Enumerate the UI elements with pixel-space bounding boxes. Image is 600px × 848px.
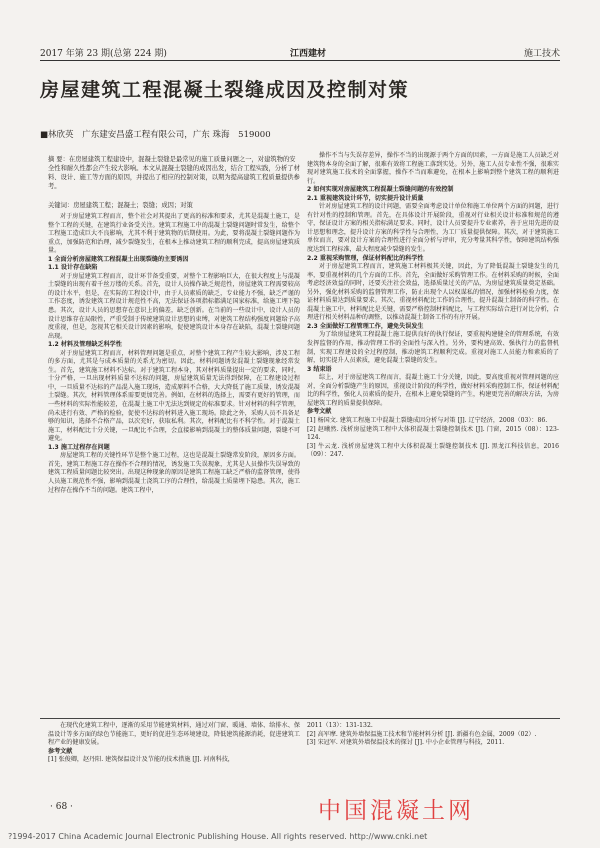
reference-item: [3] 宋冠军. 对建筑外墙保温技术的探讨 [J]. 中小企业管理与科技，2011. <box>307 739 505 747</box>
paragraph: 针对房屋建筑工程的设计问题，需要全面考虑设计单位和施工单位两个方面的问题，进行有针对性的控制和管理。首先，在具体设计开展阶段，重视对行业相关设计标准和规范的遵守，保证设计方案的相关指标满足要求。同时，设计人员要提升专业素养，善于应用先进的设计思想和理念，提升设计方案的科学性与合理性，为工厂质量提供保障。其次，对于建筑施工单位而言，要对设计方案的合理性进行全面分析与评审，充分考量其科学性，保障建筑结构强度达到工程标准，最大程度减少裂缝的发生。 <box>307 203 559 254</box>
paragraph: 操作不当与失误存差异，操作不当的出现源于两个方面的因素，一方面是施工人员缺乏对建筑物本身的全面了解，很难有效将工程施工落到实处。另外，施工人员专业性不强，很难实现对建筑施工技术的全面掌握，操作不当而难避免，在根本上影响到整个建筑工程的顺利进行。 <box>307 152 559 185</box>
section-heading: 1.2 材料及管理缺乏科学性 <box>48 341 122 349</box>
paragraph: 为了给房屋建筑工程混凝土施工提供良好的执行保证，要重视构建健全的管理系统，有效发挥监督的作用，推动管理工作的全面性与深入性。另外，要构建高效、强执行力的监督机制，实现工程建设的全过程控制，推动建筑工程顺利完成。重视对施工人员能力和素质的了解，切实提升人员素质，避免混凝土裂缝的发生。 <box>307 331 559 365</box>
reference-item: [3] 牛云龙. 浅析房屋建筑工程中大体积混凝土裂缝控制技术 [J]. 黑龙江科技信息，2016（09）：247. <box>307 442 559 459</box>
paragraph: 房屋建筑工程的关键性环节是整个施工过程，这也是混凝土裂缝常发阶段，原因多方面。首先，建筑工程施工存在操作不合理的情况，诱发施工失误现象，尤其是人员操作失误导致的建筑工程质量问题比较突出。出现这种现象的原因是建筑工程施工缺乏严格的监督管理，使得人员施工规范性不强，影响到混凝土浇筑工序的合理性，给混凝土质量埋下隐患。其次，施工过程存在操作不当的问题。建筑工程中， <box>48 452 300 494</box>
paragraph: 综上，对于房屋建筑工程而言，混凝土施工十分关键，因此，要高度重视对管理问题的应对，全面分析裂缝产生的原因，重视设计阶段的科学性，做好材料采购控制工作，保证材料配比的科学性，强化人员素质的提升，在根本上避免裂缝的产生，构建更完善的解决方法，为房屋建筑工程的质量提供保障。 <box>307 374 559 407</box>
section-heading: 2.3 全面做好工程管理工作，避免失误发生 <box>307 322 424 330</box>
copyright-footer: ?1994-2017 China Academic Journal Electronic Publishing House. All rights reserved. http://www.cnki.net <box>8 832 428 841</box>
running-header <box>40 40 560 58</box>
author-line <box>40 128 277 140</box>
section-heading: 参考文献 <box>307 408 332 416</box>
author-affiliation: 广东建安昌盛工程有限公司，广东 珠海 <box>82 130 230 140</box>
abstract: 摘 要：在房屋建筑工程建设中，混凝土裂缝是最常见的施工质量问题之一，对建筑物的安全性和耐久性都会产生较大影响。本文从混凝土裂缝的成因出发，结合工程实践，分析了材料、设计、施工等方面的原因，并提出了相应的控制对策，以期为提高建筑工程质量提供参考。 <box>48 156 300 190</box>
section-heading: 1.1 设计存在缺陷 <box>48 264 98 272</box>
paragraph: 对于房屋建筑工程而言，建筑施工材料极其关键，因此，为了降低混凝土裂缝发生的几率，要重视材料的几个方面的工作。首先，全面做好采购管理工作。在材料采购的时候，全面考虑经济效益的同时，还要关注社会效益，选择质量过关的产品，为房屋建筑质量奠定基础。另外，强化材料采购的监督管理工作，防止出现个人以权谋私的情况，加强材料检验力度，保证材料质量达到质量要求。其次，重视材料配比工作的合理性，提升混凝土制备的科学性。在混凝土施工中，材料配比是关键，需要严格控制材料配比，与工程实际结合进行对比分析，合理进行相关材料品种的调整，以推动混凝土制备工作的有序开展。 <box>307 263 559 322</box>
article-title: 房屋建筑工程混凝土裂缝成因及控制对策 <box>40 79 410 101</box>
right-column <box>307 152 559 460</box>
journal-name: 江西建材 <box>290 49 327 59</box>
reference-item: [1] 张俊卿，赵丹阳. 建筑保温设计及节能的技术措施 [J]. 河南科技， <box>48 756 234 764</box>
author-name: ■林欣英 <box>40 130 74 140</box>
section-heading: 2.1 重视建筑设计环节，切实提升设计质量 <box>307 194 424 202</box>
reference-item: [1] 杨国文. 建筑工程施工中混凝土裂缝成因分析与对策 [J]. 辽宁经济，2008（03）：86. <box>307 416 548 424</box>
section-heading: 3 结束语 <box>307 365 332 373</box>
reference-item: [2] 高军摩. 建筑外墙保温施工技术和节能材料分析 [J]. 新疆有色金属，2009（02）. <box>307 730 537 738</box>
issue-info: 2017 年第 23 期(总第 224 期) <box>40 49 167 59</box>
article-divider <box>40 718 560 719</box>
prev-article-right <box>307 722 559 748</box>
header-divider <box>40 60 560 61</box>
paragraph: 对于房屋建筑工程而言，整个社会对其提出了更高的标准和要求，尤其是混凝土施工，是整个工程的关键，在建筑行业备受关注。建筑工程施工中的混凝土裂缝问题时常发生，给整个工程施工造成巨大不良影响，尤其不利于建筑物的后期使用。为此，要将混凝土裂缝问题作为重点，加强防范和治理，减少裂缝发生，在根本上推动建筑工程的顺利完成，提高房屋建筑质量。 <box>48 213 300 255</box>
prev-article-left <box>48 722 300 765</box>
section-heading: 1 全面分析房屋建筑工程混凝土出现裂缝的主要诱因 <box>48 255 189 263</box>
section-heading: 2.2 重视采购管理，保证材料配比的科学性 <box>307 254 424 262</box>
reference-item: 2011（13）：131-132. <box>307 722 373 729</box>
section-heading: 1.3 施工过程存在问题 <box>48 443 110 451</box>
paragraph: 在现代化建筑工程中，逐渐的采用节能建筑材料，通过对门窗、暖通、墙体、给排水、保温设计等多方面的绿色节能施工，更好的促进生态环境建设，降低建筑能源消耗，促进建筑工程产业的健康发展。 <box>48 722 300 747</box>
keywords: 关键词：房屋建筑工程；混凝土；裂缝；成因；对策 <box>48 202 193 209</box>
section-heading: 2 如何实现对房屋建筑工程混凝土裂缝问题的有效控制 <box>307 186 454 194</box>
paragraph: 对于房屋建筑工程而言，设计环节备受重要，对整个工程影响巨大，在很大程度上与混凝土裂缝的出现有着千丝万缕的关系。首先，设计人员操作缺乏规范性，房屋建筑工程需要较高的设计水平，但是，在实际的工程设计中，由于人员素质的缺乏，专业能力不强，缺乏严谨的工作态度，诱发建筑工程设计规范性不高，无法保证各项指标都满足国家标准，给施工埋下隐患。其次，设计人员的思想存在意识上的偏差，缺乏创新。在当前的一些设计中，设计人员的设计思维存在局限性，严重受制于传统建筑设计思想的束缚，对建筑工程结构强度问题给予高度重视，但是，忽视其它相关设计因素的影响，促使建筑设计本身存在缺陷，混凝土裂缝问题出现。 <box>48 272 300 340</box>
paragraph: 对于房屋建筑工程而言，材料管理问题是重点，对整个建筑工程产生较大影响，涉及工程的多方面，尤其是与成本质量的关系尤为密切。因此，材料问题诱发混凝土裂缝现象经常发生。首先，建筑施工材料不达标。对于建筑工程本身，其对材料质量提出一定的要求，同时，十分严格，一旦出现材料质量不达标的问题，房屋建筑质量无法得到保障，在工程建设过程中，一旦质量不达标的产品混入施工现场，造成原料不合格，大大降低了施工质量，诱发混凝土裂缝。其次，材料管理体系需要更加完善。例如，在材料的选择上，需要有更好的管理，而一些材料的实际性能较差，在混凝土施工中无法达到规定的标准要求。针对材料的科学管理，尚未进行有效、严格的检验，促使不达标的材料进入施工现场。除此之外，采购人员不具备足够的知识，选择不合格产品，以次充好，获取私利。其次，材料配比有不科学性。对于混凝土施工，材料配比十分关键，一旦配比不合理，会直接影响到混凝土的整体质量问题，裂缝不可避免。 <box>48 349 300 443</box>
reference-item: [2] 赵曦然. 浅析房屋建筑工程中大体积混凝土裂缝控制技术 [J]. 门窗，2015（08）：123-124. <box>307 425 559 442</box>
page-number: · 68 · <box>50 802 73 812</box>
section-name: 施工技术 <box>523 49 560 59</box>
section-heading: 参考文献 <box>48 747 73 755</box>
watermark-logo: 中国混凝土网 <box>318 798 474 824</box>
postal-code: 519000 <box>238 130 271 140</box>
left-column <box>48 213 300 495</box>
